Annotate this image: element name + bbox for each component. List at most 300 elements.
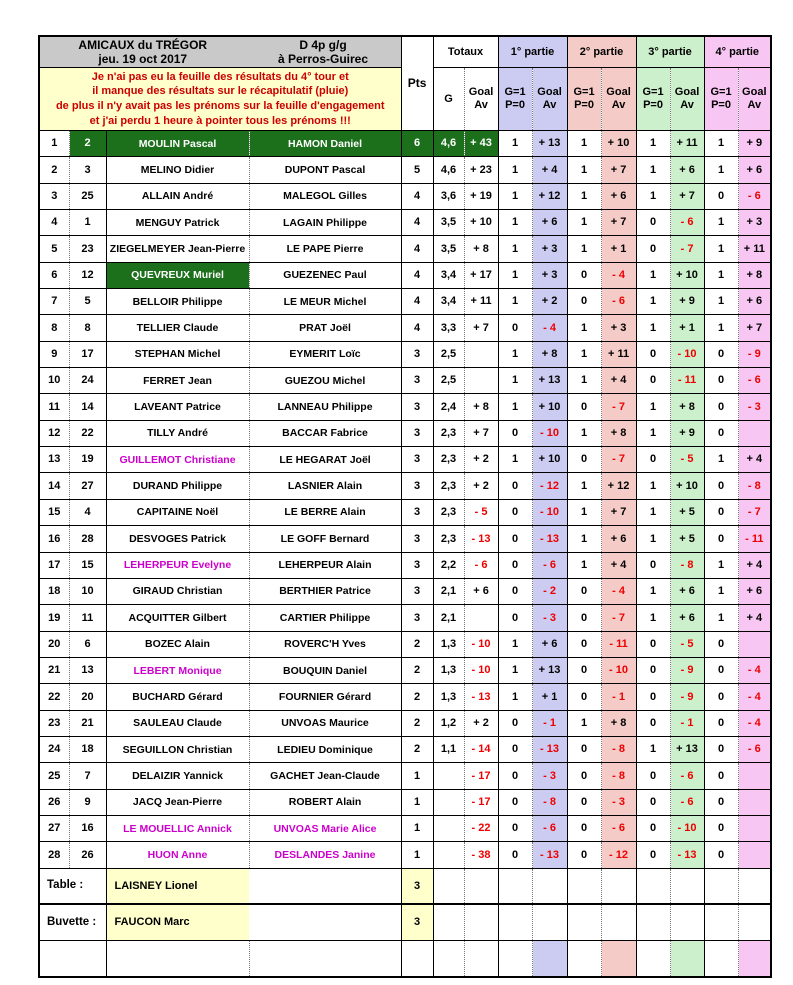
empty-cell: [249, 868, 401, 904]
team-number-cell: 27: [69, 473, 106, 499]
total-goal-average-cell: + 19: [464, 183, 498, 209]
partie3-win-cell: 0: [636, 815, 670, 841]
total-goal-average-header: Goal Av: [464, 68, 498, 131]
partie3-goal-average-cell: + 11: [670, 131, 704, 157]
total-wins-cell: 3,4: [433, 289, 464, 315]
partie1-goal-average-cell: [532, 868, 567, 904]
table-row: [39, 605, 771, 631]
empty-cell: [670, 940, 704, 977]
partie2-win-cell: 1: [567, 368, 601, 394]
partie1-win-cell: 0: [498, 763, 532, 789]
partie3-win-cell: 0: [636, 684, 670, 710]
table-row: [39, 236, 771, 262]
partie3-win-cell: [636, 868, 670, 904]
team-number-cell: 19: [69, 447, 106, 473]
partie2-goal-average-cell: - 6: [601, 289, 636, 315]
event-format: D 4p g/g: [299, 38, 347, 52]
partie4-win-cell: 0: [704, 499, 738, 525]
partie4-goal-average-cell: [738, 631, 771, 657]
partie3-goal-average-cell: - 1: [670, 710, 704, 736]
points-cell: 3: [401, 605, 433, 631]
partie1-goal-average-cell: - 12: [532, 473, 567, 499]
partie1-win-cell: 1: [498, 684, 532, 710]
partie4-goal-average-header: Goal Av: [738, 68, 771, 131]
total-wins-cell: 1,3: [433, 684, 464, 710]
empty-cell: [464, 940, 498, 977]
points-cell: 3: [401, 552, 433, 578]
team-number-cell: 26: [69, 842, 106, 868]
player2-name-cell: LE BERRE Alain: [249, 499, 401, 525]
partie4-goal-average-cell: [738, 868, 771, 904]
partie4-win-cell: 0: [704, 789, 738, 815]
partie1-win-cell: 0: [498, 315, 532, 341]
partie4-goal-average-cell: - 3: [738, 394, 771, 420]
partie3-goal-average-cell: - 6: [670, 789, 704, 815]
partie2-win-cell: 0: [567, 657, 601, 683]
total-wins-cell: 1,2: [433, 710, 464, 736]
team-number-cell: 20: [69, 684, 106, 710]
player1-name-cell: JACQ Jean-Pierre: [106, 789, 249, 815]
partie3-goal-average-cell: + 7: [670, 183, 704, 209]
partie3-goal-average-cell: - 11: [670, 368, 704, 394]
team-number-cell: 9: [69, 789, 106, 815]
partie2-goal-average-cell: - 4: [601, 578, 636, 604]
player2-name-cell: LE GOFF Bernard: [249, 526, 401, 552]
partie2-goal-average-cell: + 11: [601, 341, 636, 367]
partie4-goal-average-cell: - 6: [738, 368, 771, 394]
empty-cell: [601, 940, 636, 977]
partie4-goal-average-cell: - 4: [738, 710, 771, 736]
team-number-cell: 22: [69, 420, 106, 446]
partie2-goal-average-cell: + 3: [601, 315, 636, 341]
partie1-win-header: G=1 P=0: [498, 68, 532, 131]
team-number-cell: 3: [69, 157, 106, 183]
partie2-win-cell: 1: [567, 210, 601, 236]
partie4-goal-average-cell: + 6: [738, 578, 771, 604]
partie2-win-cell: 1: [567, 341, 601, 367]
rank-cell: 27: [39, 815, 69, 841]
partie3-goal-average-cell: + 6: [670, 578, 704, 604]
points-cell: 2: [401, 657, 433, 683]
partie3-goal-average-cell: - 6: [670, 763, 704, 789]
partie1-column-header: 1° partie: [498, 36, 567, 68]
partie1-goal-average-cell: + 2: [532, 289, 567, 315]
partie4-goal-average-cell: - 4: [738, 684, 771, 710]
partie4-goal-average-cell: [738, 842, 771, 868]
note-line: et j'ai perdu 1 heure à pointer tous les prénoms !!!: [89, 114, 351, 127]
rank-cell: 21: [39, 657, 69, 683]
partie2-win-cell: 0: [567, 394, 601, 420]
partie4-win-cell: 1: [704, 605, 738, 631]
rank-cell: 14: [39, 473, 69, 499]
table-row: [39, 842, 771, 868]
partie2-goal-average-cell: - 11: [601, 631, 636, 657]
total-wins-cell: 2,5: [433, 368, 464, 394]
team-number-cell: 23: [69, 236, 106, 262]
player2-name-cell: LANNEAU Philippe: [249, 394, 401, 420]
points-cell: 3: [401, 341, 433, 367]
partie3-win-cell: 1: [636, 499, 670, 525]
partie3-win-cell: 1: [636, 420, 670, 446]
partie1-goal-average-cell: - 3: [532, 763, 567, 789]
partie2-win-cell: 0: [567, 262, 601, 288]
partie2-goal-average-cell: - 6: [601, 815, 636, 841]
table-row: [39, 763, 771, 789]
table-row: [39, 341, 771, 367]
table-label: Table :: [39, 868, 106, 904]
event-name: AMICAUX du TRÉGOR: [78, 38, 208, 52]
partie3-win-cell: 1: [636, 183, 670, 209]
partie4-win-cell: 0: [704, 684, 738, 710]
team-number-cell: 14: [69, 394, 106, 420]
results-table: [38, 35, 772, 978]
player2-name-cell: CARTIER Philippe: [249, 605, 401, 631]
partie1-win-cell: 0: [498, 605, 532, 631]
partie3-goal-average-cell: - 10: [670, 341, 704, 367]
player1-name-cell: ACQUITTER Gilbert: [106, 605, 249, 631]
note-line: de plus il n'y avait pas les prénoms sur la feuille d'engagement: [55, 100, 385, 112]
player2-name-cell: LEDIEU Dominique: [249, 736, 401, 762]
partie3-win-cell: 0: [636, 552, 670, 578]
total-wins-cell: [433, 763, 464, 789]
total-wins-cell: 2,3: [433, 447, 464, 473]
partie4-goal-average-cell: + 3: [738, 210, 771, 236]
empty-row: [39, 940, 771, 977]
empty-cell: [704, 940, 738, 977]
points-column-header: Pts: [401, 36, 433, 131]
partie1-goal-average-cell: - 13: [532, 736, 567, 762]
partie4-goal-average-cell: - 11: [738, 526, 771, 552]
partie2-goal-average-cell: - 3: [601, 789, 636, 815]
partie1-win-cell: [498, 904, 532, 940]
partie2-goal-average-cell: + 7: [601, 499, 636, 525]
points-cell: 4: [401, 289, 433, 315]
total-wins-cell: 4,6: [433, 131, 464, 157]
partie2-goal-average-cell: + 7: [601, 157, 636, 183]
total-goal-average-cell: - 13: [464, 526, 498, 552]
partie4-goal-average-cell: [738, 763, 771, 789]
partie4-goal-average-cell: + 4: [738, 605, 771, 631]
rank-cell: 11: [39, 394, 69, 420]
player1-name-cell: HUON Anne: [106, 842, 249, 868]
player2-name-cell: FOURNIER Gérard: [249, 684, 401, 710]
partie2-win-header: G=1 P=0: [567, 68, 601, 131]
points-cell: 4: [401, 236, 433, 262]
points-cell: 3: [401, 578, 433, 604]
partie4-win-cell: 1: [704, 262, 738, 288]
player1-name-cell: TELLIER Claude: [106, 315, 249, 341]
player1-name-cell: LEHERPEUR Evelyne: [106, 552, 249, 578]
partie1-goal-average-cell: - 10: [532, 420, 567, 446]
table-row: [39, 499, 771, 525]
partie2-goal-average-cell: + 4: [601, 552, 636, 578]
empty-cell: [433, 940, 464, 977]
rank-cell: 1: [39, 131, 69, 157]
rank-cell: 3: [39, 183, 69, 209]
partie1-goal-average-cell: - 6: [532, 815, 567, 841]
player2-name-cell: ROVERC'H Yves: [249, 631, 401, 657]
player2-name-cell: HAMON Daniel: [249, 131, 401, 157]
player2-name-cell: LAGAIN Philippe: [249, 210, 401, 236]
points-cell: 3: [401, 526, 433, 552]
partie3-goal-average-cell: [670, 904, 704, 940]
partie4-win-cell: 1: [704, 210, 738, 236]
partie4-goal-average-cell: + 11: [738, 236, 771, 262]
partie1-win-cell: 1: [498, 341, 532, 367]
partie4-goal-average-cell: - 4: [738, 657, 771, 683]
player2-name-cell: LE MEUR Michel: [249, 289, 401, 315]
player2-name-cell: DUPONT Pascal: [249, 157, 401, 183]
empty-cell: [249, 904, 401, 940]
partie3-goal-average-cell: + 10: [670, 262, 704, 288]
empty-cell: [401, 940, 433, 977]
rank-cell: 18: [39, 578, 69, 604]
partie3-goal-average-cell: - 13: [670, 842, 704, 868]
partie2-goal-average-cell: + 8: [601, 420, 636, 446]
partie1-win-cell: 1: [498, 157, 532, 183]
partie3-goal-average-cell: - 5: [670, 631, 704, 657]
table-row: [39, 473, 771, 499]
partie2-goal-average-cell: - 8: [601, 736, 636, 762]
rank-cell: 13: [39, 447, 69, 473]
total-wins-cell: 2,3: [433, 499, 464, 525]
points-cell: 3: [401, 420, 433, 446]
partie2-goal-average-header: Goal Av: [601, 68, 636, 131]
player1-name-cell: MELINO Didier: [106, 157, 249, 183]
player1-name-cell: SAULEAU Claude: [106, 710, 249, 736]
table-row: [39, 868, 771, 904]
total-wins-cell: 2,1: [433, 605, 464, 631]
player1-name-cell: DELAIZIR Yannick: [106, 763, 249, 789]
table-row: [39, 315, 771, 341]
partie1-win-cell: 1: [498, 394, 532, 420]
table-name-cell: LAISNEY Lionel: [106, 868, 249, 904]
partie1-goal-average-cell: - 8: [532, 789, 567, 815]
player2-name-cell: ROBERT Alain: [249, 789, 401, 815]
rank-cell: 19: [39, 605, 69, 631]
player1-name-cell: CAPITAINE Noël: [106, 499, 249, 525]
event-date: jeu. 19 oct 2017: [98, 52, 188, 66]
player2-name-cell: GUEZOU Michel: [249, 368, 401, 394]
partie2-goal-average-cell: + 1: [601, 236, 636, 262]
team-number-cell: 10: [69, 578, 106, 604]
rank-cell: 22: [39, 684, 69, 710]
total-goal-average-cell: + 2: [464, 710, 498, 736]
rank-cell: 9: [39, 341, 69, 367]
table-row: [39, 526, 771, 552]
partie3-goal-average-cell: - 9: [670, 657, 704, 683]
partie1-goal-average-cell: - 2: [532, 578, 567, 604]
buvette-label: Buvette :: [39, 904, 106, 940]
partie1-goal-average-cell: - 13: [532, 526, 567, 552]
partie1-goal-average-cell: - 13: [532, 842, 567, 868]
points-cell: 3: [401, 868, 433, 904]
player1-name-cell: GIRAUD Christian: [106, 578, 249, 604]
total-wins-cell: 3,5: [433, 210, 464, 236]
total-goal-average-cell: [464, 368, 498, 394]
player1-name-cell: DESVOGES Patrick: [106, 526, 249, 552]
partie3-win-cell: 1: [636, 578, 670, 604]
partie4-win-cell: 1: [704, 236, 738, 262]
player1-name-cell: FERRET Jean: [106, 368, 249, 394]
total-goal-average-cell: + 43: [464, 131, 498, 157]
points-cell: 1: [401, 842, 433, 868]
partie3-goal-average-cell: + 8: [670, 394, 704, 420]
partie2-goal-average-cell: - 8: [601, 763, 636, 789]
team-number-cell: 24: [69, 368, 106, 394]
total-goal-average-cell: [464, 904, 498, 940]
player2-name-cell: BERTHIER Patrice: [249, 578, 401, 604]
partie1-win-cell: 0: [498, 736, 532, 762]
partie2-goal-average-cell: + 10: [601, 131, 636, 157]
partie3-win-cell: 1: [636, 157, 670, 183]
partie1-goal-average-cell: + 13: [532, 657, 567, 683]
header-row-top: [39, 36, 771, 68]
rank-cell: 24: [39, 736, 69, 762]
partie3-win-cell: 1: [636, 605, 670, 631]
points-cell: 2: [401, 684, 433, 710]
points-cell: 3: [401, 473, 433, 499]
partie3-goal-average-cell: + 5: [670, 499, 704, 525]
partie1-win-cell: 1: [498, 447, 532, 473]
partie4-win-cell: [704, 904, 738, 940]
partie1-win-cell: 0: [498, 710, 532, 736]
partie4-win-cell: 0: [704, 420, 738, 446]
player1-name-cell: BUCHARD Gérard: [106, 684, 249, 710]
partie3-goal-average-cell: + 1: [670, 315, 704, 341]
partie1-goal-average-cell: - 10: [532, 499, 567, 525]
team-number-cell: 17: [69, 341, 106, 367]
total-wins-cell: [433, 789, 464, 815]
total-goal-average-cell: [464, 341, 498, 367]
partie2-goal-average-cell: + 6: [601, 183, 636, 209]
partie1-goal-average-cell: - 1: [532, 710, 567, 736]
partie1-win-cell: 0: [498, 789, 532, 815]
partie1-goal-average-cell: - 3: [532, 605, 567, 631]
table-row: [39, 183, 771, 209]
total-wins-cell: [433, 868, 464, 904]
player1-name-cell: TILLY André: [106, 420, 249, 446]
partie4-win-header: G=1 P=0: [704, 68, 738, 131]
rank-cell: 6: [39, 262, 69, 288]
partie4-goal-average-cell: [738, 815, 771, 841]
partie1-win-cell: 1: [498, 657, 532, 683]
total-wins-cell: 3,6: [433, 183, 464, 209]
total-goal-average-cell: - 6: [464, 552, 498, 578]
partie1-win-cell: 0: [498, 473, 532, 499]
partie3-goal-average-cell: - 9: [670, 684, 704, 710]
player1-name-cell: LEBERT Monique: [106, 657, 249, 683]
partie2-win-cell: 0: [567, 605, 601, 631]
player2-name-cell: UNVOAS Maurice: [249, 710, 401, 736]
total-wins-cell: 2,1: [433, 578, 464, 604]
partie1-win-cell: 1: [498, 368, 532, 394]
player2-name-cell: PRAT Joël: [249, 315, 401, 341]
empty-cell: [738, 940, 771, 977]
partie4-goal-average-cell: [738, 789, 771, 815]
partie1-goal-average-cell: + 10: [532, 394, 567, 420]
total-goal-average-cell: - 38: [464, 842, 498, 868]
partie4-goal-average-cell: - 8: [738, 473, 771, 499]
partie1-win-cell: 0: [498, 815, 532, 841]
partie3-win-cell: 1: [636, 473, 670, 499]
partie1-goal-average-cell: + 4: [532, 157, 567, 183]
partie2-win-cell: 0: [567, 763, 601, 789]
partie3-win-cell: 0: [636, 447, 670, 473]
player1-name-cell: ALLAIN André: [106, 183, 249, 209]
team-number-cell: 11: [69, 605, 106, 631]
partie4-win-cell: 0: [704, 657, 738, 683]
partie1-goal-average-cell: + 12: [532, 183, 567, 209]
rank-cell: 5: [39, 236, 69, 262]
partie1-win-cell: 0: [498, 420, 532, 446]
partie4-win-cell: 0: [704, 341, 738, 367]
table-row: [39, 815, 771, 841]
partie2-win-cell: 0: [567, 631, 601, 657]
partie2-goal-average-cell: + 12: [601, 473, 636, 499]
partie4-goal-average-cell: [738, 420, 771, 446]
partie3-column-header: 3° partie: [636, 36, 704, 68]
total-wins-cell: 3,5: [433, 236, 464, 262]
partie3-win-cell: 0: [636, 368, 670, 394]
partie3-goal-average-cell: + 6: [670, 157, 704, 183]
partie2-win-cell: [567, 868, 601, 904]
note-line: il manque des résultats sur le récapitulatif (pluie): [92, 85, 349, 98]
player2-name-cell: BOUQUIN Daniel: [249, 657, 401, 683]
points-cell: 4: [401, 210, 433, 236]
table-row: [39, 736, 771, 762]
team-number-cell: 28: [69, 526, 106, 552]
total-wins-cell: 1,1: [433, 736, 464, 762]
player2-name-cell: GUEZENEC Paul: [249, 262, 401, 288]
partie4-goal-average-cell: + 4: [738, 552, 771, 578]
empty-cell: [39, 940, 106, 977]
team-number-cell: 6: [69, 631, 106, 657]
partie3-goal-average-cell: - 8: [670, 552, 704, 578]
partie4-goal-average-cell: - 7: [738, 499, 771, 525]
partie3-win-cell: 0: [636, 710, 670, 736]
partie1-win-cell: 0: [498, 552, 532, 578]
partie3-goal-average-cell: + 9: [670, 289, 704, 315]
partie2-goal-average-cell: - 1: [601, 684, 636, 710]
partie1-win-cell: 0: [498, 842, 532, 868]
partie2-win-cell: 1: [567, 499, 601, 525]
points-cell: 1: [401, 815, 433, 841]
partie2-goal-average-cell: + 4: [601, 368, 636, 394]
partie4-win-cell: 1: [704, 552, 738, 578]
partie4-win-cell: 1: [704, 289, 738, 315]
partie3-win-cell: 1: [636, 394, 670, 420]
points-cell: 2: [401, 631, 433, 657]
partie4-win-cell: 1: [704, 157, 738, 183]
partie1-goal-average-cell: + 10: [532, 447, 567, 473]
partie3-win-cell: 0: [636, 210, 670, 236]
total-goal-average-cell: + 7: [464, 420, 498, 446]
partie4-win-cell: 0: [704, 183, 738, 209]
partie2-win-cell: 0: [567, 736, 601, 762]
total-wins-cell: 3,3: [433, 315, 464, 341]
partie1-goal-average-cell: + 13: [532, 368, 567, 394]
partie3-goal-average-cell: - 5: [670, 447, 704, 473]
total-goal-average-cell: + 7: [464, 315, 498, 341]
player1-name-cell: GUILLEMOT Christiane: [106, 447, 249, 473]
partie4-goal-average-cell: + 6: [738, 157, 771, 183]
table-row: [39, 552, 771, 578]
points-cell: 1: [401, 763, 433, 789]
empty-cell: [498, 940, 532, 977]
partie3-goal-average-cell: + 13: [670, 736, 704, 762]
partie2-win-cell: [567, 904, 601, 940]
